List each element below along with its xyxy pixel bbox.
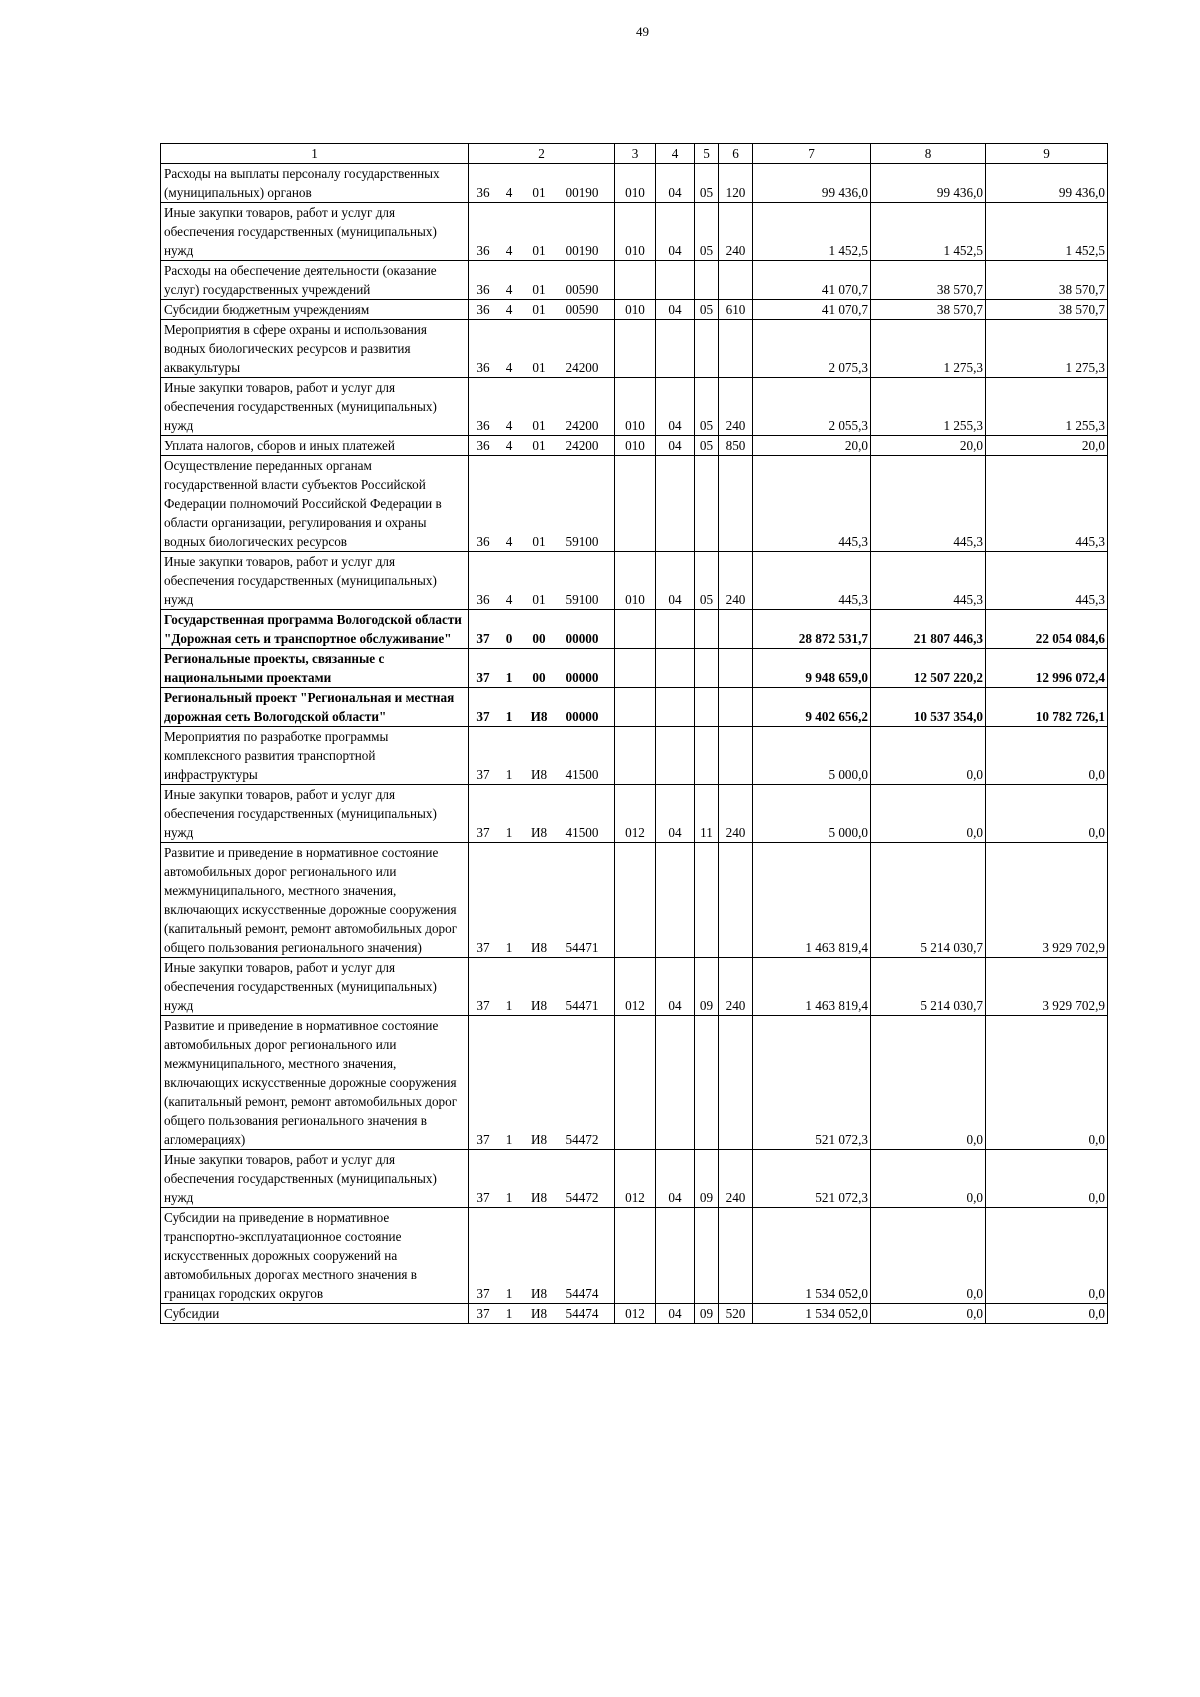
table-row — [161, 1150, 1108, 1208]
amount-col-9: 0,0 — [986, 785, 1108, 843]
amount-col-7: 41 070,7 — [753, 300, 871, 320]
code-segment: 00190 — [565, 243, 599, 258]
amount-col-7: 1 534 052,0 — [753, 1208, 871, 1304]
amount-col-9: 1 255,3 — [986, 378, 1108, 436]
subsection-code: 05 — [695, 436, 719, 456]
ministry-code: 010 — [615, 203, 656, 261]
classification-code — [469, 688, 615, 727]
code-segment: 37 — [476, 940, 490, 955]
ministry-code: 010 — [615, 164, 656, 203]
classification-code — [469, 649, 615, 688]
section-code — [656, 456, 695, 552]
expense-name: Уплата налогов, сборов и иных платежей — [161, 436, 469, 456]
code-segment: И8 — [530, 1286, 548, 1301]
table-row — [161, 610, 1108, 649]
expense-name: Иные закупки товаров, работ и услуг для обеспечения государственных (муниципальных) нужд — [161, 378, 469, 436]
expense-type-code — [719, 1016, 753, 1150]
code-segment: 00190 — [565, 185, 599, 200]
subsection-code — [695, 610, 719, 649]
subsection-code: 11 — [695, 785, 719, 843]
code-segment: 36 — [476, 534, 490, 549]
code-segment: 01 — [532, 592, 546, 607]
subsection-code — [695, 649, 719, 688]
code-segment: И8 — [530, 1132, 548, 1147]
table-row — [161, 843, 1108, 958]
expense-type-code: 240 — [719, 552, 753, 610]
amount-col-7: 5 000,0 — [753, 785, 871, 843]
expense-type-code: 120 — [719, 164, 753, 203]
column-header: 7 — [753, 144, 871, 164]
subsection-code: 05 — [695, 203, 719, 261]
amount-col-9: 0,0 — [986, 1208, 1108, 1304]
code-segment: 01 — [532, 282, 546, 297]
section-code — [656, 649, 695, 688]
code-segment: 0 — [505, 631, 513, 646]
expense-type-code — [719, 727, 753, 785]
expense-type-code — [719, 1208, 753, 1304]
expense-name: Региональный проект "Региональная и местная дорожная сеть Вологодской области" — [161, 688, 469, 727]
amount-col-7: 1 463 819,4 — [753, 958, 871, 1016]
subsection-code: 09 — [695, 1304, 719, 1324]
amount-col-8: 445,3 — [871, 456, 986, 552]
expense-name: Государственная программа Вологодской области "Дорожная сеть и транспортное обслуживание" — [161, 610, 469, 649]
ministry-code — [615, 320, 656, 378]
code-segment: 37 — [476, 709, 490, 724]
code-segment: 24200 — [565, 438, 599, 453]
section-code — [656, 843, 695, 958]
ministry-code: 012 — [615, 958, 656, 1016]
expense-name: Осуществление переданных органам государственной власти субъектов Российской Федерации полномочий Российской Федерации в области организации, регулирования и охраны водных биологических ресурсов — [161, 456, 469, 552]
code-segment: 4 — [505, 302, 513, 317]
expense-type-code — [719, 688, 753, 727]
amount-col-9: 20,0 — [986, 436, 1108, 456]
expense-name: Расходы на выплаты персоналу государственных (муниципальных) органов — [161, 164, 469, 203]
amount-col-7: 2 055,3 — [753, 378, 871, 436]
subsection-code: 05 — [695, 378, 719, 436]
section-code — [656, 1208, 695, 1304]
expense-type-code — [719, 456, 753, 552]
amount-col-7: 20,0 — [753, 436, 871, 456]
amount-col-8: 0,0 — [871, 1304, 986, 1324]
code-segment: 36 — [476, 282, 490, 297]
code-segment: 01 — [532, 185, 546, 200]
amount-col-9: 10 782 726,1 — [986, 688, 1108, 727]
subsection-code: 05 — [695, 164, 719, 203]
amount-col-9: 38 570,7 — [986, 261, 1108, 300]
amount-col-8: 21 807 446,3 — [871, 610, 986, 649]
code-segment: 36 — [476, 592, 490, 607]
amount-col-9: 0,0 — [986, 1304, 1108, 1324]
ministry-code — [615, 727, 656, 785]
code-segment: 36 — [476, 418, 490, 433]
code-segment: 01 — [532, 360, 546, 375]
section-code — [656, 610, 695, 649]
code-segment: 4 — [505, 534, 513, 549]
amount-col-8: 20,0 — [871, 436, 986, 456]
expense-name: Субсидии на приведение в нормативное транспортно-эксплуатационное состояние искусственных дорожных сооружений на автомобильных дорогах местного значения в границах городских округов — [161, 1208, 469, 1304]
code-segment: 37 — [476, 631, 490, 646]
ministry-code — [615, 261, 656, 300]
ministry-code — [615, 843, 656, 958]
code-segment: 4 — [505, 592, 513, 607]
section-code — [656, 320, 695, 378]
expense-name: Иные закупки товаров, работ и услуг для обеспечения государственных (муниципальных) нужд — [161, 785, 469, 843]
code-segment: 54474 — [565, 1286, 599, 1301]
expense-type-code: 240 — [719, 1150, 753, 1208]
code-segment: 1 — [505, 767, 513, 782]
section-code: 04 — [656, 958, 695, 1016]
table-row — [161, 688, 1108, 727]
section-code: 04 — [656, 552, 695, 610]
expense-type-code: 850 — [719, 436, 753, 456]
amount-col-8: 0,0 — [871, 1208, 986, 1304]
subsection-code — [695, 261, 719, 300]
subsection-code — [695, 843, 719, 958]
expense-name: Иные закупки товаров, работ и услуг для обеспечения государственных (муниципальных) нужд — [161, 1150, 469, 1208]
amount-col-8: 1 275,3 — [871, 320, 986, 378]
section-code — [656, 727, 695, 785]
code-segment: 1 — [505, 998, 513, 1013]
classification-code — [469, 843, 615, 958]
code-segment: 01 — [532, 534, 546, 549]
code-segment: 1 — [505, 709, 513, 724]
table-row — [161, 436, 1108, 456]
code-segment: И8 — [530, 767, 548, 782]
code-segment: 1 — [505, 940, 513, 955]
amount-col-9: 0,0 — [986, 1016, 1108, 1150]
expense-type-code — [719, 649, 753, 688]
amount-col-8: 38 570,7 — [871, 300, 986, 320]
amount-col-9: 22 054 084,6 — [986, 610, 1108, 649]
subsection-code — [695, 1208, 719, 1304]
classification-code — [469, 958, 615, 1016]
expense-name: Расходы на обеспечение деятельности (оказание услуг) государственных учреждений — [161, 261, 469, 300]
code-segment: 00 — [532, 631, 546, 646]
expense-name: Мероприятия в сфере охраны и использования водных биологических ресурсов и развития аквакультуры — [161, 320, 469, 378]
amount-col-8: 38 570,7 — [871, 261, 986, 300]
table-row — [161, 261, 1108, 300]
subsection-code — [695, 320, 719, 378]
code-segment: 1 — [505, 1286, 513, 1301]
code-segment: 00000 — [565, 670, 599, 685]
expense-name: Региональные проекты, связанные с национальными проектами — [161, 649, 469, 688]
code-segment: 00 — [532, 670, 546, 685]
code-segment: 1 — [505, 825, 513, 840]
classification-code — [469, 164, 615, 203]
subsection-code: 09 — [695, 958, 719, 1016]
expense-name: Иные закупки товаров, работ и услуг для обеспечения государственных (муниципальных) нужд — [161, 552, 469, 610]
section-code: 04 — [656, 785, 695, 843]
amount-col-9: 0,0 — [986, 727, 1108, 785]
page-number: 49 — [636, 24, 649, 39]
amount-col-7: 445,3 — [753, 456, 871, 552]
code-segment: 41500 — [565, 767, 599, 782]
expense-name: Мероприятия по разработке программы комплексного развития транспортной инфраструктуры — [161, 727, 469, 785]
expense-type-code: 610 — [719, 300, 753, 320]
section-code: 04 — [656, 203, 695, 261]
classification-code — [469, 436, 615, 456]
code-segment: 01 — [532, 418, 546, 433]
section-code — [656, 1016, 695, 1150]
section-code: 04 — [656, 378, 695, 436]
table-row — [161, 164, 1108, 203]
classification-code — [469, 456, 615, 552]
section-code: 04 — [656, 1304, 695, 1324]
classification-code — [469, 1304, 615, 1324]
code-segment: 00590 — [565, 282, 599, 297]
amount-col-8: 5 214 030,7 — [871, 843, 986, 958]
code-segment: 24200 — [565, 418, 599, 433]
code-segment: 37 — [476, 1132, 490, 1147]
code-segment: 54471 — [565, 998, 599, 1013]
expense-type-code — [719, 610, 753, 649]
code-segment: 54471 — [565, 940, 599, 955]
table-row — [161, 320, 1108, 378]
classification-code — [469, 785, 615, 843]
classification-code — [469, 1208, 615, 1304]
code-segment: 24200 — [565, 360, 599, 375]
table-row — [161, 300, 1108, 320]
classification-code — [469, 610, 615, 649]
amount-col-8: 445,3 — [871, 552, 986, 610]
code-segment: 01 — [532, 243, 546, 258]
amount-col-7: 445,3 — [753, 552, 871, 610]
table-row — [161, 203, 1108, 261]
code-segment: 00000 — [565, 631, 599, 646]
classification-code — [469, 1150, 615, 1208]
code-segment: 37 — [476, 1190, 490, 1205]
code-segment: 36 — [476, 438, 490, 453]
code-segment: 4 — [505, 418, 513, 433]
expense-type-code — [719, 843, 753, 958]
amount-col-7: 521 072,3 — [753, 1150, 871, 1208]
table-row — [161, 378, 1108, 436]
code-segment: 41500 — [565, 825, 599, 840]
code-segment: И8 — [530, 1190, 548, 1205]
code-segment: 4 — [505, 243, 513, 258]
amount-col-7: 9 402 656,2 — [753, 688, 871, 727]
expense-name: Иные закупки товаров, работ и услуг для обеспечения государственных (муниципальных) нужд — [161, 958, 469, 1016]
expense-name: Иные закупки товаров, работ и услуг для обеспечения государственных (муниципальных) нужд — [161, 203, 469, 261]
ministry-code: 010 — [615, 378, 656, 436]
subsection-code — [695, 688, 719, 727]
column-header: 9 — [986, 144, 1108, 164]
amount-col-8: 1 452,5 — [871, 203, 986, 261]
subsection-code — [695, 456, 719, 552]
classification-code — [469, 378, 615, 436]
code-segment: 1 — [505, 670, 513, 685]
code-segment: И8 — [530, 998, 548, 1013]
classification-code — [469, 320, 615, 378]
amount-col-7: 1 463 819,4 — [753, 843, 871, 958]
expense-type-code — [719, 320, 753, 378]
code-segment: 01 — [532, 302, 546, 317]
code-segment: 37 — [476, 767, 490, 782]
table-row — [161, 1304, 1108, 1324]
amount-col-7: 1 534 052,0 — [753, 1304, 871, 1324]
amount-col-7: 1 452,5 — [753, 203, 871, 261]
table-row — [161, 727, 1108, 785]
amount-col-7: 5 000,0 — [753, 727, 871, 785]
code-segment: 37 — [476, 825, 490, 840]
amount-col-9: 445,3 — [986, 552, 1108, 610]
code-segment: 1 — [505, 1132, 513, 1147]
classification-code — [469, 727, 615, 785]
expense-type-code — [719, 261, 753, 300]
column-header: 5 — [695, 144, 719, 164]
table-row — [161, 1016, 1108, 1150]
subsection-code: 05 — [695, 300, 719, 320]
expense-type-code: 240 — [719, 203, 753, 261]
code-segment: 4 — [505, 185, 513, 200]
code-segment: И8 — [530, 709, 548, 724]
amount-col-8: 0,0 — [871, 1016, 986, 1150]
ministry-code: 010 — [615, 552, 656, 610]
code-segment: 37 — [476, 670, 490, 685]
ministry-code — [615, 456, 656, 552]
ministry-code: 012 — [615, 785, 656, 843]
expense-type-code: 240 — [719, 785, 753, 843]
amount-col-7: 41 070,7 — [753, 261, 871, 300]
table-row — [161, 1208, 1108, 1304]
code-segment: 36 — [476, 185, 490, 200]
code-segment: 59100 — [565, 592, 599, 607]
code-segment: 37 — [476, 998, 490, 1013]
subsection-code — [695, 727, 719, 785]
section-code — [656, 688, 695, 727]
section-code: 04 — [656, 1150, 695, 1208]
code-segment: И8 — [530, 1306, 548, 1321]
classification-code — [469, 300, 615, 320]
amount-col-9: 1 275,3 — [986, 320, 1108, 378]
table-row — [161, 649, 1108, 688]
code-segment: И8 — [530, 825, 548, 840]
expense-name: Субсидии бюджетным учреждениям — [161, 300, 469, 320]
amount-col-7: 9 948 659,0 — [753, 649, 871, 688]
expense-type-code: 520 — [719, 1304, 753, 1324]
ministry-code — [615, 1016, 656, 1150]
ministry-code — [615, 610, 656, 649]
classification-code — [469, 552, 615, 610]
code-segment: 1 — [505, 1306, 513, 1321]
column-header: 2 — [469, 144, 615, 164]
code-segment: И8 — [530, 940, 548, 955]
expense-name: Развитие и приведение в нормативное состояние автомобильных дорог регионального или межмуниципального, местного значения, включающих искусственные дорожные сооружения (капитальный ремонт, ремонт автомобильных дорог общего пользования регионального значения) — [161, 843, 469, 958]
ministry-code: 010 — [615, 300, 656, 320]
code-segment: 1 — [505, 1190, 513, 1205]
code-segment: 4 — [505, 360, 513, 375]
column-header: 1 — [161, 144, 469, 164]
amount-col-7: 2 075,3 — [753, 320, 871, 378]
table-row — [161, 785, 1108, 843]
code-segment: 54472 — [565, 1132, 599, 1147]
code-segment: 54474 — [565, 1306, 599, 1321]
code-segment: 00000 — [565, 709, 599, 724]
amount-col-9: 99 436,0 — [986, 164, 1108, 203]
amount-col-8: 99 436,0 — [871, 164, 986, 203]
amount-col-8: 0,0 — [871, 1150, 986, 1208]
code-segment: 37 — [476, 1306, 490, 1321]
amount-col-9: 0,0 — [986, 1150, 1108, 1208]
subsection-code: 05 — [695, 552, 719, 610]
amount-col-9: 445,3 — [986, 456, 1108, 552]
table-row — [161, 958, 1108, 1016]
subsection-code — [695, 1016, 719, 1150]
amount-col-9: 3 929 702,9 — [986, 958, 1108, 1016]
column-header: 3 — [615, 144, 656, 164]
classification-code — [469, 203, 615, 261]
amount-col-9: 38 570,7 — [986, 300, 1108, 320]
ministry-code — [615, 688, 656, 727]
amount-col-9: 1 452,5 — [986, 203, 1108, 261]
code-segment: 59100 — [565, 534, 599, 549]
amount-col-7: 521 072,3 — [753, 1016, 871, 1150]
ministry-code — [615, 1208, 656, 1304]
column-header: 8 — [871, 144, 986, 164]
code-segment: 36 — [476, 302, 490, 317]
amount-col-8: 12 507 220,2 — [871, 649, 986, 688]
section-code: 04 — [656, 164, 695, 203]
section-code: 04 — [656, 300, 695, 320]
budget-table — [160, 143, 1108, 1324]
classification-code — [469, 1016, 615, 1150]
code-segment: 4 — [505, 438, 513, 453]
ministry-code: 012 — [615, 1304, 656, 1324]
column-number-row — [161, 144, 1108, 164]
table-row — [161, 456, 1108, 552]
amount-col-8: 0,0 — [871, 727, 986, 785]
expense-type-code: 240 — [719, 958, 753, 1016]
expense-name: Субсидии — [161, 1304, 469, 1324]
amount-col-8: 10 537 354,0 — [871, 688, 986, 727]
amount-col-8: 5 214 030,7 — [871, 958, 986, 1016]
code-segment: 54472 — [565, 1190, 599, 1205]
classification-code — [469, 261, 615, 300]
amount-col-9: 3 929 702,9 — [986, 843, 1108, 958]
expense-type-code: 240 — [719, 378, 753, 436]
amount-col-8: 0,0 — [871, 785, 986, 843]
amount-col-9: 12 996 072,4 — [986, 649, 1108, 688]
budget-table-body — [161, 144, 1108, 1324]
column-header: 6 — [719, 144, 753, 164]
code-segment: 36 — [476, 243, 490, 258]
subsection-code: 09 — [695, 1150, 719, 1208]
code-segment: 37 — [476, 1286, 490, 1301]
amount-col-7: 28 872 531,7 — [753, 610, 871, 649]
code-segment: 36 — [476, 360, 490, 375]
code-segment: 01 — [532, 438, 546, 453]
amount-col-8: 1 255,3 — [871, 378, 986, 436]
table-row — [161, 552, 1108, 610]
column-header: 4 — [656, 144, 695, 164]
section-code: 04 — [656, 436, 695, 456]
amount-col-7: 99 436,0 — [753, 164, 871, 203]
section-code — [656, 261, 695, 300]
ministry-code: 012 — [615, 1150, 656, 1208]
ministry-code — [615, 649, 656, 688]
ministry-code: 010 — [615, 436, 656, 456]
expense-name: Развитие и приведение в нормативное состояние автомобильных дорог регионального или межмуниципального, местного значения, включающих искусственные дорожные сооружения (капитальный ремонт, ремонт автомобильных дорог общего пользования регионального значения в агломерациях) — [161, 1016, 469, 1150]
code-segment: 4 — [505, 282, 513, 297]
code-segment: 00590 — [565, 302, 599, 317]
